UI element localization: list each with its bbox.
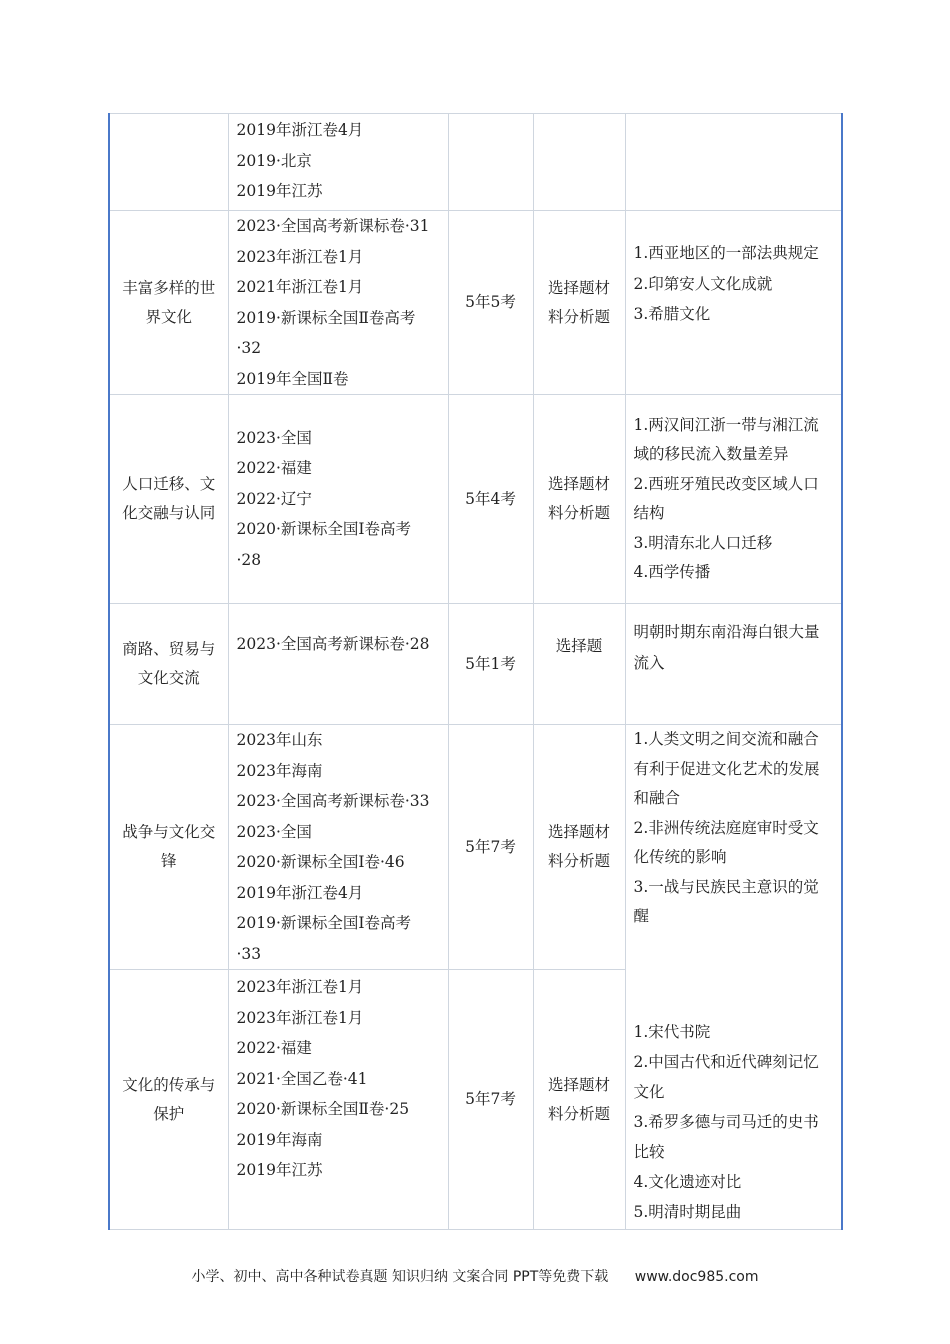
source-cell [228, 114, 448, 211]
frequency-cell: 5年4考 [448, 395, 533, 604]
note-item: 2.印第安人文化成就 [633, 274, 773, 293]
note-item: 2.中国古代和近代碑刻记忆文化 [633, 1053, 819, 1101]
source-item: 2023·全国 [236, 428, 312, 447]
source-item: 2019年海南 [236, 1130, 323, 1149]
topic-cell: 战争与文化交锋 [109, 725, 228, 970]
note-item: 3.希腊文化 [633, 305, 711, 323]
table-row [109, 211, 842, 395]
source-item: 2019年江苏 [236, 1161, 323, 1179]
source-item: 2021·全国乙卷·41 [236, 1069, 368, 1088]
source-item: 2019·北京 [236, 151, 312, 170]
source-item: 2023年浙江卷1月 [236, 978, 364, 996]
source-item: ·33 [236, 944, 262, 963]
question-type-cell: 选择题材料分析题 [533, 211, 625, 395]
source-item: 2023年浙江卷1月 [236, 1008, 364, 1027]
source-item: 2022·福建 [236, 459, 312, 478]
source-cell [228, 211, 448, 395]
source-item: 2023年浙江卷1月 [236, 247, 364, 266]
source-item: 2023·全国高考新课标卷·28 [236, 635, 430, 653]
question-type-cell: 选择题 [533, 604, 625, 725]
note-item: 5.明清时期昆曲 [633, 1203, 742, 1221]
topic-cell [109, 114, 228, 211]
exam-analysis-table [108, 113, 843, 1230]
source-item: 2020·新课标全国Ⅰ卷高考 [236, 520, 411, 539]
source-item: ·32 [236, 339, 262, 357]
source-item: 2019年全国Ⅱ卷 [236, 369, 349, 388]
note-item: 3.明清东北人口迁移 [633, 533, 773, 552]
note-item: 1.宋代书院 [633, 1023, 711, 1041]
source-item: 2021年浙江卷1月 [236, 278, 364, 296]
page-footer [0, 1266, 950, 1286]
frequency-cell [448, 114, 533, 211]
source-item: 2019年浙江卷4月 [236, 121, 364, 139]
notes-cell [625, 395, 842, 604]
note-item: 3.一战与民族民主意识的觉醒 [633, 877, 819, 925]
source-item: 2019·新课标全国Ⅰ卷高考 [236, 914, 411, 932]
note-item: 1.两汉间江浙一带与湘江流域的移民流入数量差异 [633, 415, 819, 463]
source-item: 2022·福建 [236, 1039, 312, 1057]
notes-cell [625, 604, 842, 725]
source-cell [228, 725, 448, 970]
source-item: 2020·新课标全国Ⅱ卷·25 [236, 1100, 410, 1118]
source-cell [228, 970, 448, 1230]
frequency-cell: 5年1考 [448, 604, 533, 725]
notes-cell [625, 114, 842, 211]
notes-cell [625, 211, 842, 395]
question-type-cell: 选择题材料分析题 [533, 395, 625, 604]
table-row [109, 725, 842, 970]
source-item: 2020·新课标全国Ⅰ卷·46 [236, 853, 405, 871]
source-item: 2023·全国高考新课标卷·31 [236, 217, 430, 235]
table-row [109, 395, 842, 604]
topic-cell: 商路、贸易与文化交流 [109, 604, 228, 725]
footer-text: 小学、初中、高中各种试卷真题 知识归纳 文案合同 PPT等免费下载 [191, 1269, 609, 1285]
note-item: 1.人类文明之间交流和融合有利于促进文化艺术的发展和融合 [633, 730, 820, 807]
question-type-cell [533, 114, 625, 211]
source-item: 2023·全国高考新课标卷·33 [236, 792, 430, 810]
topic-cell: 丰富多样的世界文化 [109, 211, 228, 395]
frequency-cell: 5年7考 [448, 725, 533, 970]
source-item: ·28 [236, 550, 262, 569]
question-type-cell: 选择题材料分析题 [533, 970, 625, 1230]
source-item: 2022·辽宁 [236, 489, 312, 508]
source-item: 2023年山东 [236, 731, 323, 749]
table-row [109, 970, 842, 1230]
table-body [109, 114, 842, 1230]
source-item: 2023·全国 [236, 822, 312, 841]
footer-site-link[interactable]: www.doc985.com [634, 1269, 759, 1285]
notes-cell [625, 970, 842, 1230]
source-cell [228, 604, 448, 725]
note-item: 2.非洲传统法庭庭审时受文化传统的影响 [633, 818, 819, 866]
source-item: 2023年海南 [236, 761, 323, 780]
question-type-cell: 选择题材料分析题 [533, 725, 625, 970]
note-item: 3.希罗多德与司马迁的史书比较 [633, 1113, 819, 1161]
frequency-cell: 5年5考 [448, 211, 533, 395]
note-item: 4.西学传播 [633, 563, 711, 581]
source-item: 2019年浙江卷4月 [236, 883, 364, 902]
topic-cell: 人口迁移、文化交融与认同 [109, 395, 228, 604]
note-item: 明朝时期东南沿海白银大量流入 [633, 623, 820, 672]
topic-cell: 文化的传承与保护 [109, 970, 228, 1230]
table-row [109, 114, 842, 211]
table-row [109, 604, 842, 725]
source-cell [228, 395, 448, 604]
source-item: 2019·新课标全国Ⅱ卷高考 [236, 308, 416, 327]
frequency-cell: 5年7考 [448, 970, 533, 1230]
note-item: 2.西班牙殖民改变区域人口结构 [633, 474, 819, 522]
notes-cell [625, 725, 842, 970]
note-item: 4.文化遗迹对比 [633, 1173, 742, 1191]
note-item: 1.西亚地区的一部法典规定 [633, 244, 819, 262]
source-item: 2019年江苏 [236, 182, 323, 200]
